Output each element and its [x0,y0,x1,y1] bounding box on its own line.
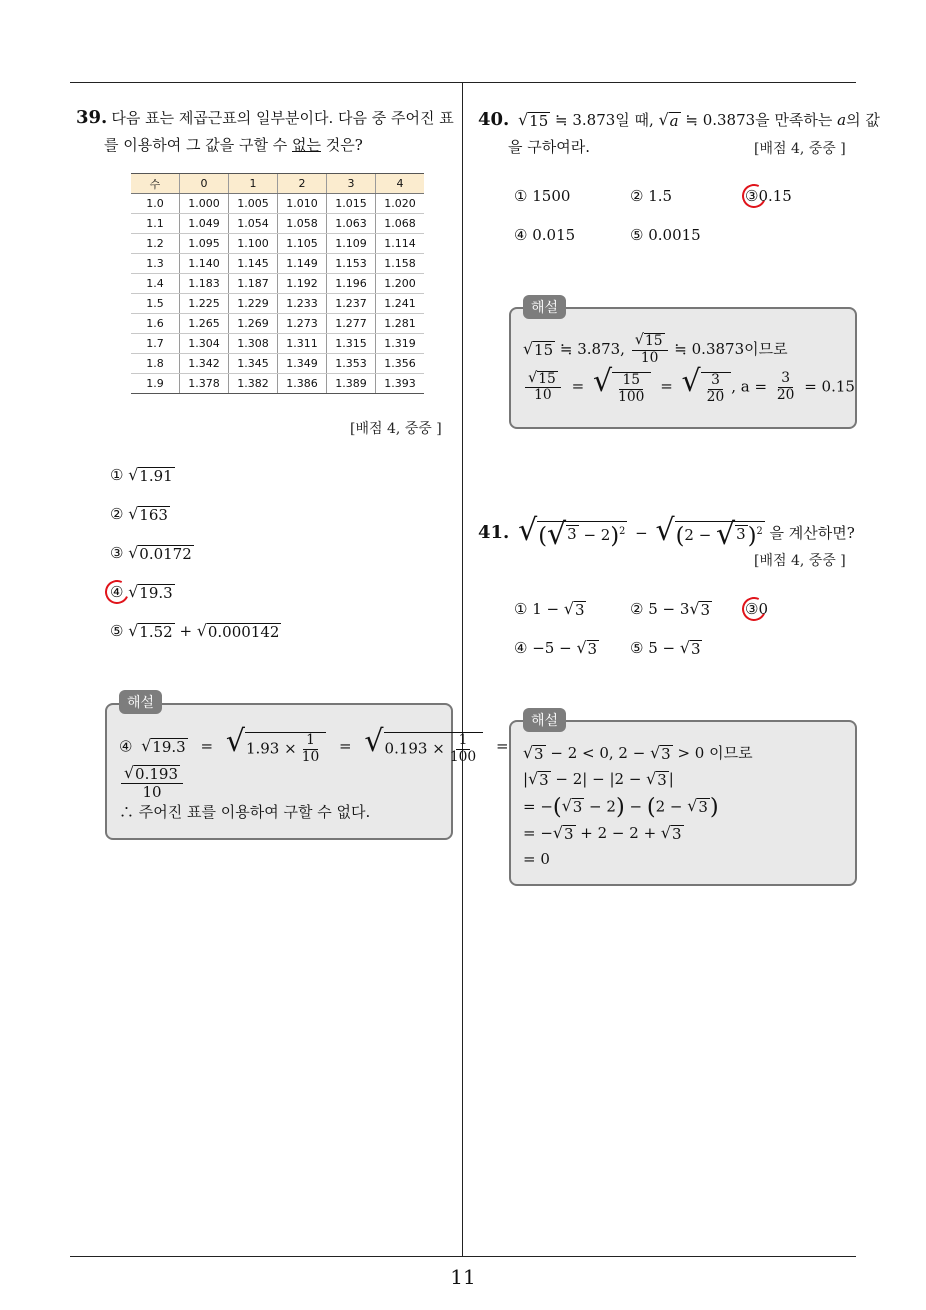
table-cell: 1.140 [180,254,229,274]
table-cell: 1.233 [278,294,327,314]
score-label: [배점 4, 중중 ] [350,421,442,437]
table-row [131,194,424,214]
table-cell: 1.095 [180,234,229,254]
option-3[interactable]: ③0 [745,600,768,618]
table-cell: 1.277 [327,314,376,334]
table-row [131,374,424,394]
table-cell: 1.308 [229,334,278,354]
table-cell: 1.192 [278,274,327,294]
table-cell: 1.319 [376,334,425,354]
radical: √ 0.0172 [128,542,192,563]
option-4[interactable]: ④ −5 − √ 3 [514,637,598,658]
option-2[interactable]: ② 1.5 [630,187,673,205]
option-2[interactable]: ② √ 163 [110,503,168,524]
table-cell: 1.015 [327,194,376,214]
table-cell: 1.196 [327,274,376,294]
table-cell: 1.8 [131,354,180,374]
table-header-cell: 2 [278,174,327,194]
table-cell: 1.393 [376,374,425,394]
explanation-line-4: = − √ 3 + 2 − 2 + √ 3 [523,822,682,843]
column-divider [462,82,463,1256]
table-cell: 1.058 [278,214,327,234]
table-header-cell: 3 [327,174,376,194]
table-cell: 1.6 [131,314,180,334]
explanation-line-1: √ 3 − 2 < 0, 2 − √ 3 > 0 이므로 [523,742,753,763]
explanation-tag: 해설 [523,295,566,319]
table-cell: 1.109 [327,234,376,254]
table-cell: 1.183 [180,274,229,294]
table-row [131,254,424,274]
bottom-rule [70,1256,856,1257]
table-cell: 1.3 [131,254,180,274]
table-row [131,354,424,374]
explanation-line-2: | √ 3 − 2| − |2 − √ 3 | [523,768,674,789]
table-cell: 1.7 [131,334,180,354]
score-label: [배점 4, 중중 ] [754,141,846,157]
table-cell: 1.304 [180,334,229,354]
table-header-row [131,174,424,194]
table-row [131,214,424,234]
table-row [131,274,424,294]
table-header-cell: 1 [229,174,278,194]
table-cell: 1.225 [180,294,229,314]
table-cell: 1.149 [278,254,327,274]
table-cell: 1.063 [327,214,376,234]
table-cell: 1.4 [131,274,180,294]
table-cell: 1.145 [229,254,278,274]
table-cell: 1.000 [180,194,229,214]
option-1[interactable]: ① 1 − √ 3 [514,598,585,619]
radical: √ 163 [128,503,168,524]
table-cell: 1.265 [180,314,229,334]
table-row [131,314,424,334]
table-cell: 1.187 [229,274,278,294]
radical: √ 1.91 [128,464,173,485]
table-row [131,234,424,254]
option-2[interactable]: ② 5 − 3 √ 3 [630,598,711,619]
table-cell: 1.386 [278,374,327,394]
table-cell: 1.020 [376,194,425,214]
option-1[interactable]: ① √ 1.91 [110,464,173,485]
option-3[interactable]: ③0.15 [745,187,792,205]
question-39: 39. 다음 표는 제곱근표의 일부분이다. 다음 중 주어진 표 를 이용하여 그 값을 구할 수 없는 것은? [76,107,454,154]
explanation-conclusion: ∴ 주어진 표를 이용하여 구할 수 없다. [119,803,371,821]
table-cell: 1.0 [131,194,180,214]
table-cell: 1.353 [327,354,376,374]
table-cell: 1.281 [376,314,425,334]
table-cell: 1.356 [376,354,425,374]
explanation-box-40 [509,307,857,429]
table-cell: 1.349 [278,354,327,374]
explanation-tag: 해설 [523,708,566,732]
table-cell: 1.237 [327,294,376,314]
table-cell: 1.315 [327,334,376,354]
table-cell: 1.105 [278,234,327,254]
table-header-cell: 수 [131,174,180,194]
table-cell: 1.049 [180,214,229,234]
table-cell: 1.153 [327,254,376,274]
underlined-word: 없는 [292,136,321,154]
explanation-line-5: = 0 [523,850,550,868]
option-5[interactable]: ⑤ 0.0015 [630,226,701,244]
table-cell: 1.068 [376,214,425,234]
table-cell: 1.229 [229,294,278,314]
radical: √ 19.3 [128,581,173,602]
table-cell: 1.345 [229,354,278,374]
table-cell: 1.054 [229,214,278,234]
explanation-line-1: √ 15 ≒ 3.873, √ 15 10 ≒ 0.3873이므로 [523,332,788,366]
table-cell: 1.200 [376,274,425,294]
table-cell: 1.273 [278,314,327,334]
option-1[interactable]: ① 1500 [514,187,571,205]
table-cell: 1.342 [180,354,229,374]
option-5[interactable]: ⑤ √ 1.52 + √ 0.000142 [110,620,280,641]
table-header-cell: 4 [376,174,425,194]
question-41: 41. √ ( √ 3 − 2)$^2$ − √ (2 − √ 3 )$^2$ 을 계산하면? [478,513,855,552]
table-cell: 1.114 [376,234,425,254]
table-row [131,334,424,354]
question-text: 다음 표는 제곱근표의 일부분이다. 다음 중 주어진 표 [111,109,454,127]
table-cell: 1.241 [376,294,425,314]
table-cell: 1.5 [131,294,180,314]
score-label: [배점 4, 중중 ] [754,553,846,569]
explanation-line-1: ④ √ 19.3 = √ 1.93 × $\frac{1}{10}$ = √ 0.193 × $\frac{1}{100}$ = [119,724,509,765]
explanation-box-39 [105,703,509,840]
table-cell: 1.2 [131,234,180,254]
table-cell: 1.269 [229,314,278,334]
question-40: 40. √ 15 ≒ 3.873일 때, √ a ≒ 0.3873을 만족하는 a의 값 을 구하여라. [478,109,880,156]
table-cell: 1.311 [278,334,327,354]
table-row [131,294,424,314]
explanation-tag: 해설 [119,690,162,714]
table-cell: 1.378 [180,374,229,394]
table-cell: 1.100 [229,234,278,254]
table-cell: 1.1 [131,214,180,234]
explanation-line-3: = −( √ 3 − 2) − (2 − √ 3 ) [523,794,719,820]
explanation-line-2: √ 0.193 10 [119,765,185,802]
table-cell: 1.010 [278,194,327,214]
table-cell: 1.9 [131,374,180,394]
option-3[interactable]: ③ √ 0.0172 [110,542,192,563]
option-4[interactable]: ④ √ 19.3 [110,581,173,602]
radical: √ 0.000142 [196,620,280,641]
radical: √ 1.52 [128,620,173,641]
table-cell: 1.382 [229,374,278,394]
explanation-box-41 [509,720,857,886]
option-4[interactable]: ④ 0.015 [514,226,576,244]
table-cell: 1.158 [376,254,425,274]
option-5[interactable]: ⑤ 5 − √ 3 [630,637,701,658]
top-rule [70,82,856,83]
question-number: 39. [76,107,108,128]
table-cell: 1.389 [327,374,376,394]
table-header-cell: 0 [180,174,229,194]
square-root-table [131,173,424,394]
table-cell: 1.005 [229,194,278,214]
explanation-line-2: √ 15 10 = √ $\frac{15}{100}$ = √ $\frac{3}{20}$ , a = $\frac{3}{20}$ = 0.15 [523,369,855,406]
page-number: 11 [450,1265,476,1289]
